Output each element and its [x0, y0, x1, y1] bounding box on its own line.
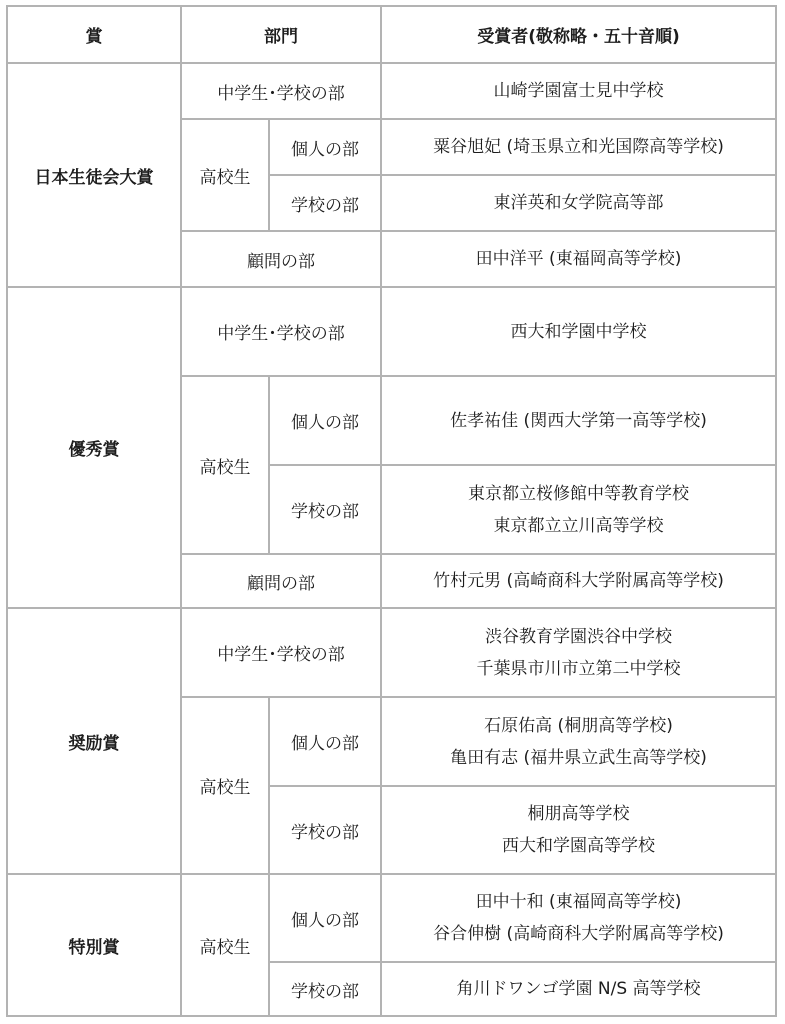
winners-cell [381, 608, 776, 697]
winner-text: 竹村元男 (高崎商科大学附属高等学校) [433, 571, 724, 591]
winner-text: 粟谷旭妃 (埼玉県立和光国際高等学校) [433, 137, 724, 157]
winners-cell [381, 786, 776, 874]
subcategory-cell: 個人の部 [269, 376, 381, 465]
table-row [7, 287, 776, 376]
subcategory-cell: 個人の部 [269, 119, 381, 175]
table-row [7, 608, 776, 697]
category-cell: 顧問の部 [181, 231, 381, 287]
category-cell: 中学生･学校の部 [181, 63, 381, 119]
winner-text: 田中十和 (東福岡高等学校) [475, 892, 682, 912]
category-cell: 顧問の部 [181, 554, 381, 608]
group-cell: 高校生 [181, 697, 269, 874]
winner-text: 石原佑高 (桐朋高等学校) [484, 715, 673, 736]
winners-cell [381, 465, 776, 554]
winner-text: 山崎学園富士見中学校 [493, 81, 664, 101]
winner-text: 千葉県市川市立第二中学校 [476, 658, 681, 679]
winners-cell [381, 962, 776, 1016]
winners-cell [381, 697, 776, 786]
group-cell: 高校生 [181, 119, 269, 231]
header-winners: 受賞者(敬称略・五十音順) [381, 6, 776, 63]
table-row [7, 874, 776, 962]
winners-cell [381, 231, 776, 287]
header-category: 部門 [181, 6, 381, 63]
subcategory-cell: 学校の部 [269, 962, 381, 1016]
winner-text: 東洋英和女学院高等部 [493, 193, 664, 213]
winner-text: 谷合伸樹 (高崎商科大学附属高等学校) [433, 924, 724, 944]
winner-text: 東京都立桜修館中等教育学校 [468, 483, 689, 504]
winners-cell [381, 63, 776, 119]
group-cell: 高校生 [181, 376, 269, 554]
awards-table [6, 5, 777, 1017]
winner-text: 東京都立立川高等学校 [493, 515, 664, 536]
winners-cell [381, 874, 776, 962]
winner-text: 田中洋平 (東福岡高等学校) [475, 249, 682, 269]
award-name: 特別賞 [7, 874, 181, 1016]
subcategory-cell: 学校の部 [269, 465, 381, 554]
winners-cell [381, 175, 776, 231]
winners-cell [381, 376, 776, 465]
winners-cell [381, 287, 776, 376]
table-row [7, 63, 776, 119]
winners-cell [381, 554, 776, 608]
winner-text: 角川ドワンゴ学園 N/S 高等学校 [456, 979, 701, 999]
winners-cell [381, 119, 776, 175]
winner-text: 桐朋高等学校 [527, 804, 630, 824]
subcategory-cell: 学校の部 [269, 786, 381, 874]
subcategory-cell: 学校の部 [269, 175, 381, 231]
winner-text: 西大和学園高等学校 [502, 836, 655, 856]
subcategory-cell: 個人の部 [269, 874, 381, 962]
category-cell: 中学生･学校の部 [181, 608, 381, 697]
header-row [7, 6, 776, 63]
award-name: 日本生徒会大賞 [7, 63, 181, 287]
header-award: 賞 [7, 6, 181, 63]
awards-table-container [6, 5, 777, 1017]
winner-text: 渋谷教育学園渋谷中学校 [485, 626, 672, 647]
group-cell: 高校生 [181, 874, 269, 1016]
award-name: 奨励賞 [7, 608, 181, 874]
award-name: 優秀賞 [7, 287, 181, 608]
subcategory-cell: 個人の部 [269, 697, 381, 786]
winner-text: 亀田有志 (福井県立武生高等学校) [450, 747, 707, 768]
winner-text: 佐孝祐佳 (関西大学第一高等学校) [450, 410, 707, 431]
category-cell: 中学生･学校の部 [181, 287, 381, 376]
winner-text: 西大和学園中学校 [510, 321, 647, 342]
